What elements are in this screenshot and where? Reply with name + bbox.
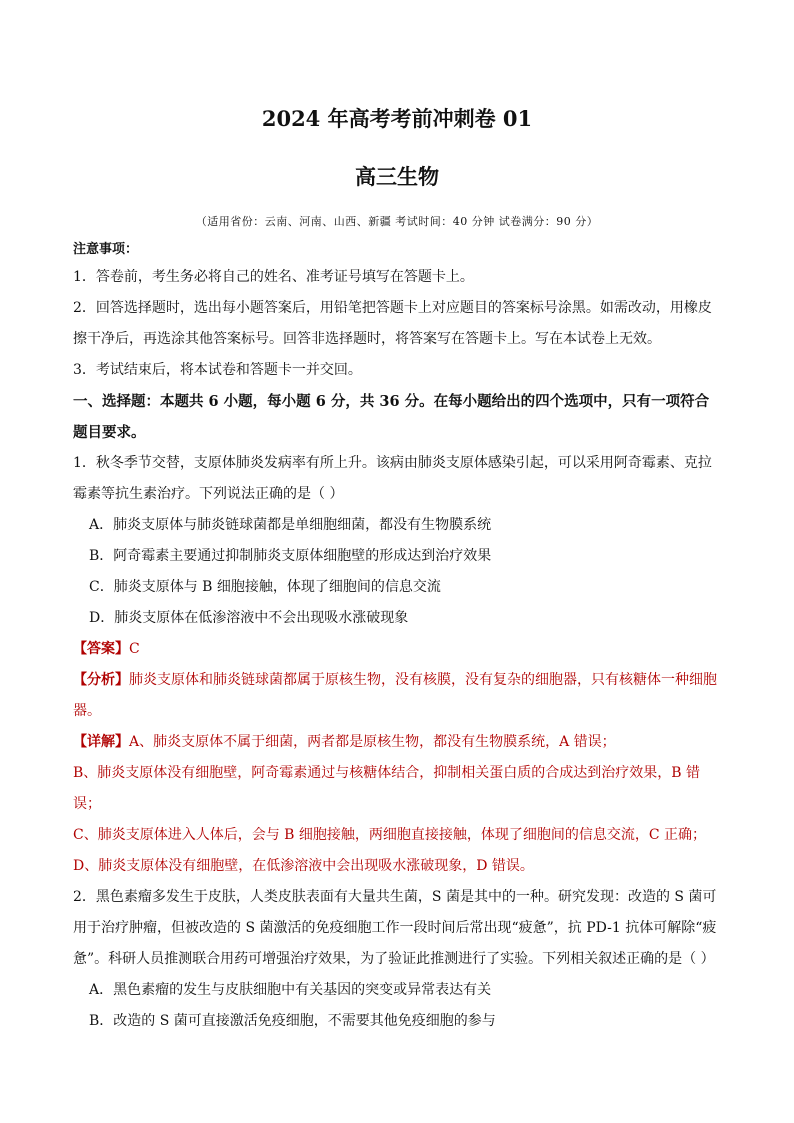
question-1-option-a: A．肺炎支原体与肺炎链球菌都是单细胞细菌，都没有生物膜系统 xyxy=(89,517,492,533)
detail-line: D、肺炎支原体没有细胞壁，在低渗溶液中会出现吸水涨破现象，D 错误。 xyxy=(73,858,534,874)
notice-item: 2．回答选择题时，选出每小题答案后，用铅笔把答题卡上对应题目的答案标号涂黑。如需改动，用橡皮擦干净后，再选涂其他答案标号。回答非选择题时，将答案写在答题卡上。写在本试卷上无效。 xyxy=(73,300,712,347)
page-subtitle: 高三生物 xyxy=(355,164,439,189)
question-1-option-c: C．肺炎支原体与 B 细胞接触，体现了细胞间的信息交流 xyxy=(89,579,441,595)
question-2-option-b: B．改造的 S 菌可直接激活免疫细胞，不需要其他免疫细胞的参与 xyxy=(89,1013,496,1029)
page-title: 2024 年高考考前冲刺卷 01 xyxy=(261,106,533,131)
answer-line xyxy=(73,634,721,665)
answer-tag: 【答案】 xyxy=(73,641,129,657)
detail-line: B、肺炎支原体没有细胞壁，阿奇霉素通过与核糖体结合，抑制相关蛋白质的合成达到治疗效果，B 错误； xyxy=(73,765,701,812)
exam-page xyxy=(73,96,721,1037)
detail-text: A、肺炎支原体不属于细菌，两者都是原核生物，都没有生物膜系统，A 错误； xyxy=(129,734,616,750)
question-1-stem: 1．秋冬季节交替，支原体肺炎发病率有所上升。该病由肺炎支原体感染引起，可以采用阿奇霉素、克拉霉素等抗生素治疗。下列说法正确的是（ ） xyxy=(73,455,712,502)
section-heading: 一、选择题：本题共 6 小题，每小题 6 分，共 36 分。在每小题给出的四个选项中，只有一项符合题目要求。 xyxy=(73,393,710,441)
question-2-option-a: A．黑色素瘤的发生与皮肤细胞中有关基因的突变或异常表达有关 xyxy=(89,982,492,998)
notice-heading: 注意事项： xyxy=(73,242,139,257)
analysis-tag: 【分析】 xyxy=(73,672,129,688)
exam-meta: （适用省份：云南、河南、山西、新疆 考试时间：40 分钟 试卷满分：90 分） xyxy=(195,215,599,228)
detail-line: C、肺炎支原体进入人体后，会与 B 细胞接触，两细胞直接接触，体现了细胞间的信息交流，C 正确； xyxy=(73,827,707,843)
question-1-option-b: B．阿奇霉素主要通过抑制肺炎支原体细胞壁的形成达到治疗效果 xyxy=(89,548,492,564)
analysis-line xyxy=(73,665,721,727)
question-2-stem: 2．黑色素瘤多发生于皮肤，人类皮肤表面有大量共生菌，S 菌是其中的一种。研究发现：改造的 S 菌可用于治疗肿瘤，但被改造的 S 菌激活的免疫细胞工作一段时间后常出现“疲惫”，抗 PD-1 抗体可解除“疲惫”。科研人员推测联合用药可增强治疗效果，为了验证此推测进行了实验。下列相关叙述正确的是（ ） xyxy=(73,889,717,967)
detail-tag: 【详解】 xyxy=(73,734,129,750)
detail-line xyxy=(73,727,721,758)
notice-item: 1．答卷前，考生务必将自己的姓名、准考证号填写在答题卡上。 xyxy=(73,269,474,285)
notice-item: 3．考试结束后，将本试卷和答题卡一并交回。 xyxy=(73,362,362,378)
analysis-text: 肺炎支原体和肺炎链球菌都属于原核生物，没有核膜，没有复杂的细胞器，只有核糖体一种细胞器。 xyxy=(73,672,717,719)
answer-value: C xyxy=(129,641,140,657)
question-1-option-d: D．肺炎支原体在低渗溶液中不会出现吸水涨破现象 xyxy=(89,610,409,626)
